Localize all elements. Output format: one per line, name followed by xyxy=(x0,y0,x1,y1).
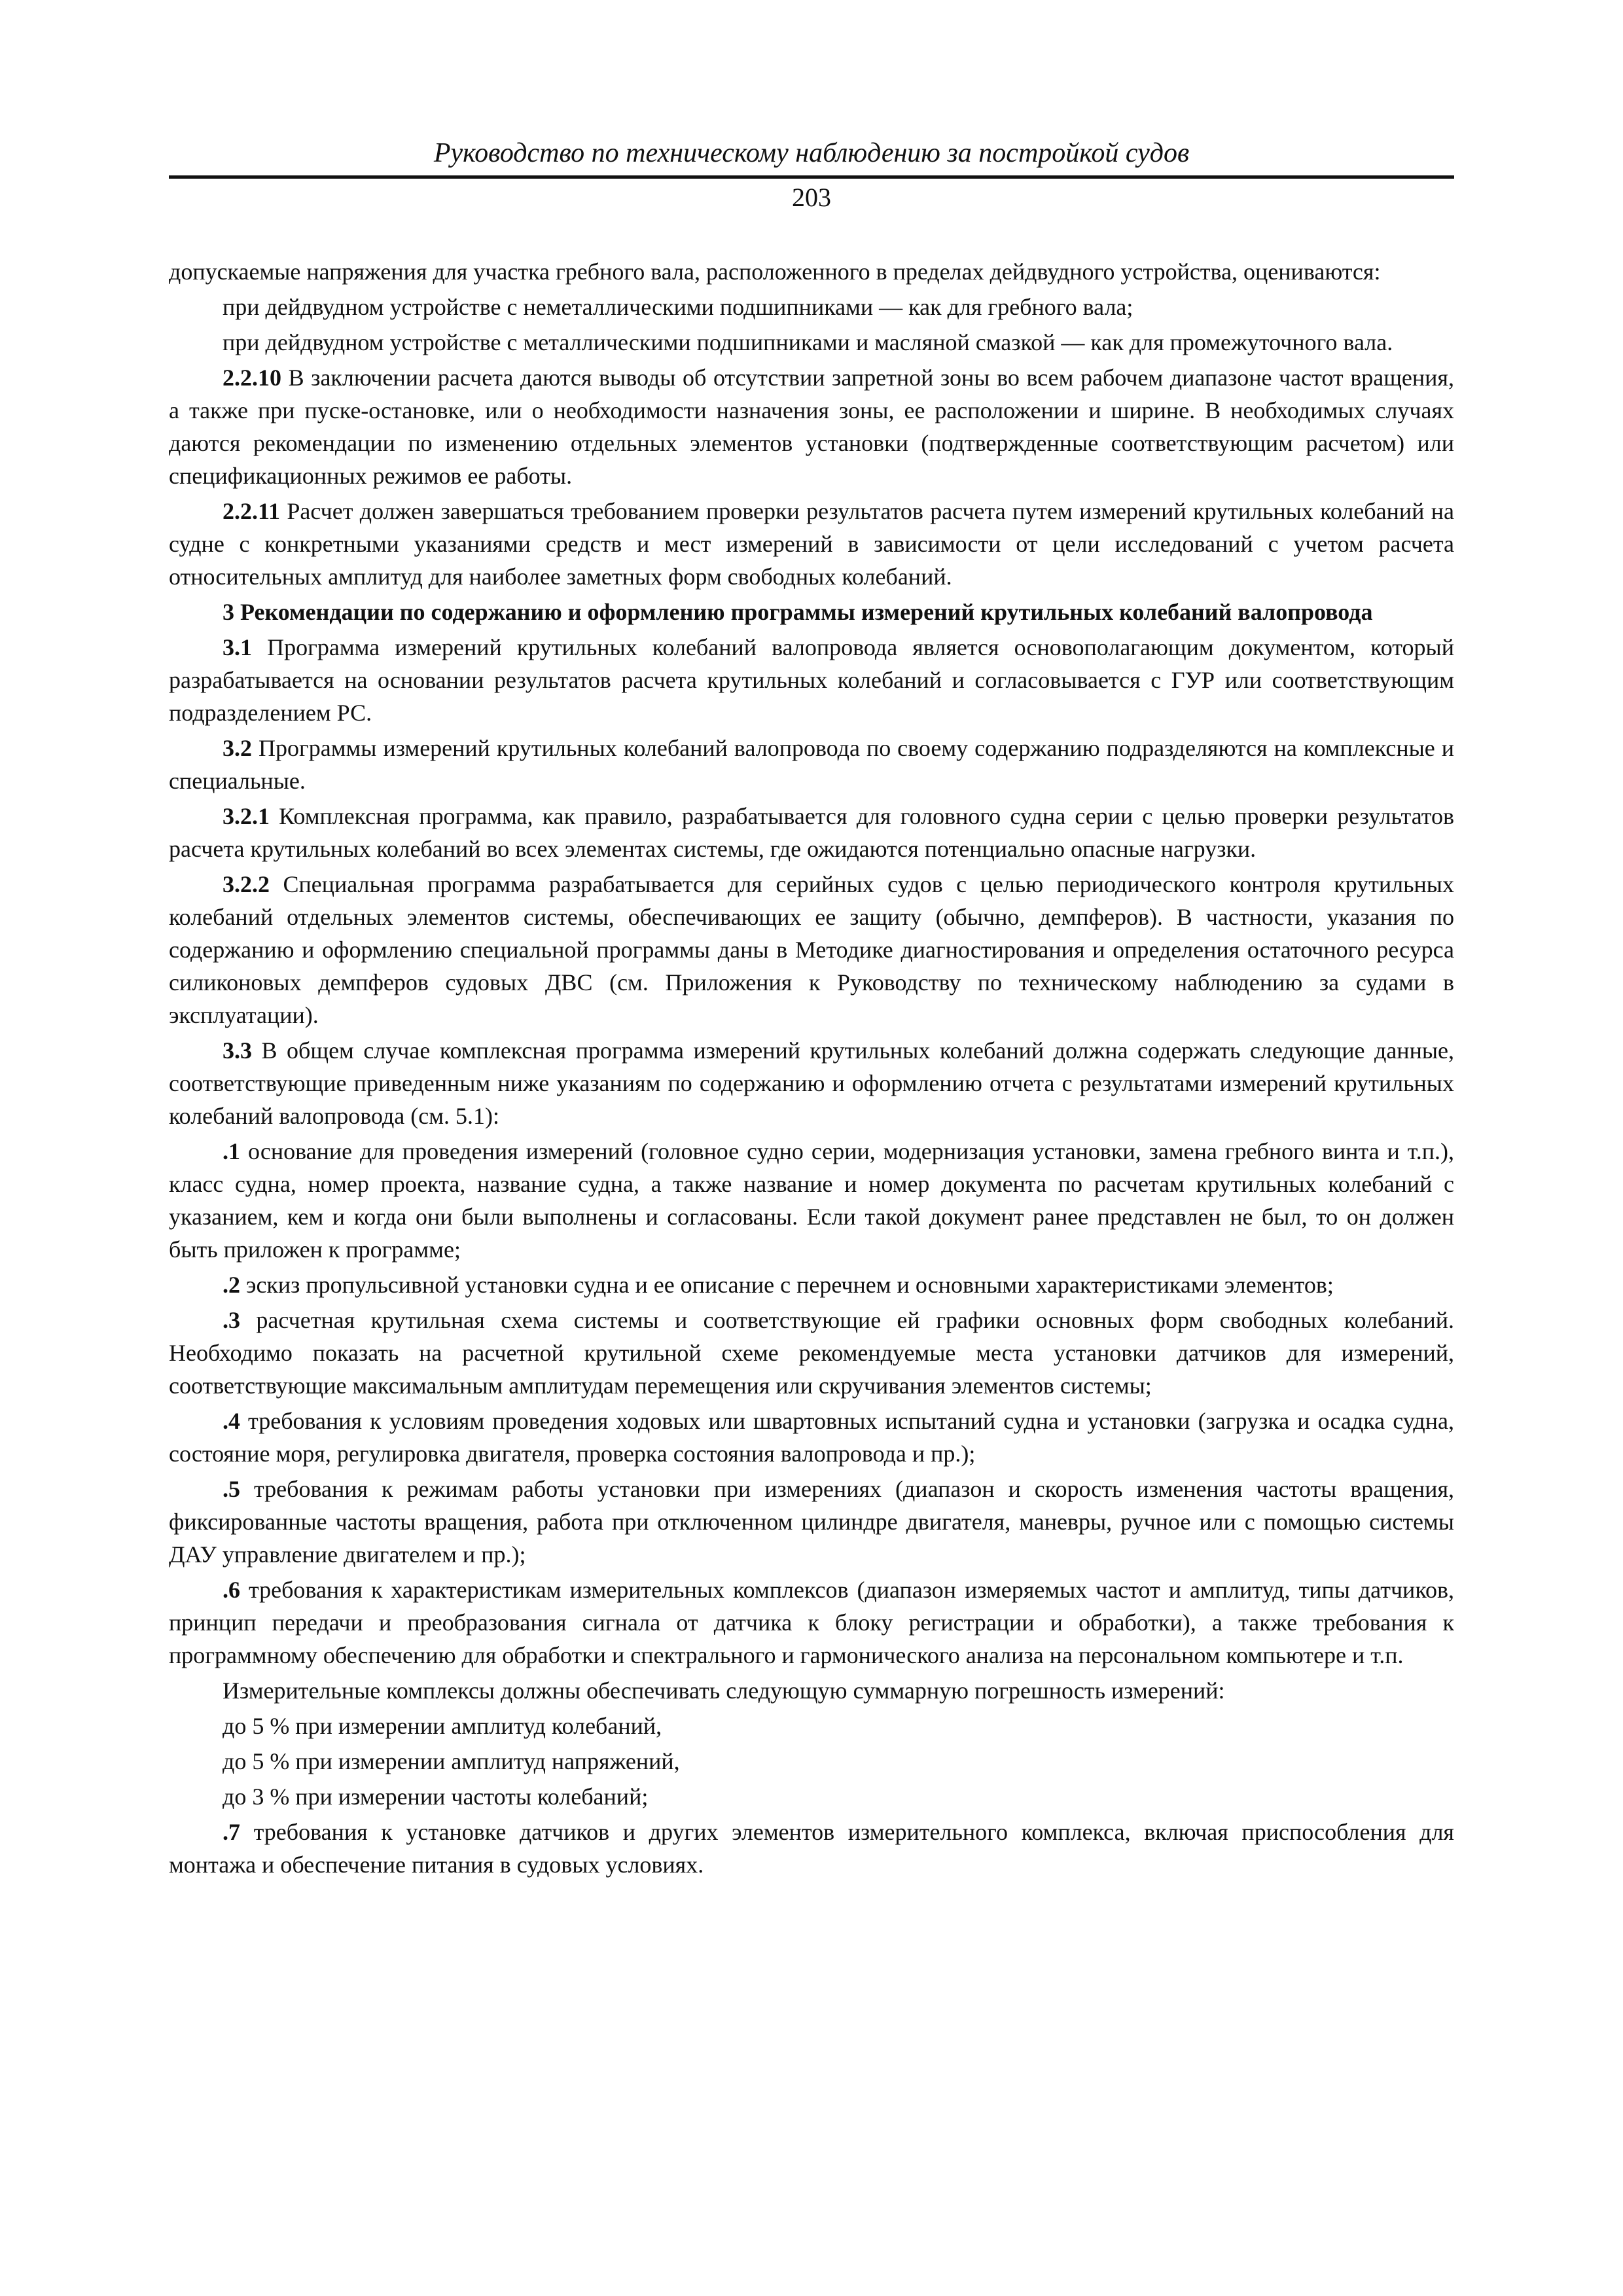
paragraph-3-1 xyxy=(169,631,1454,729)
item-text: требования к условиям проведения ходовых или швартовных испытаний судна и установки (загрузка и осадка судна, состояние моря, регулировка двигателя, проверка состояния валопровода и пр.); xyxy=(169,1408,1454,1467)
paragraph-text: Комплексная программа, как правило, разрабатывается для головного судна серии с целью проверки результатов расчета крутильных колебаний во всех элементах системы, где ожидаются потенциально опасные нагрузки. xyxy=(169,803,1454,862)
paragraph-text: допускаемые напряжения для участка гребного вала, расположенного в пределах дейдвудного устройства, оцениваются: xyxy=(169,259,1381,285)
list-item-5 xyxy=(169,1473,1454,1571)
page-number: 203 xyxy=(792,183,831,212)
item-number: .5 xyxy=(223,1476,240,1502)
list-item-4 xyxy=(169,1405,1454,1470)
paragraph xyxy=(169,1674,1454,1707)
tolerance-item xyxy=(169,1780,1454,1813)
item-number: .6 xyxy=(223,1577,240,1603)
paragraph-text: Специальная программа разрабатывается для серийных судов с целью периодического контроля крутильных колебаний отдельных элементов системы, обеспечивающих ее защиту (обычно, демпферов). В частности, указания по содержанию и оформлению специальной программы даны в Методике диагностирования и определения остаточного ресурса силиконовых демпферов судовых ДВС (см. Приложения к Руководству по техническому наблюдению за судами в эксплуатации). xyxy=(169,871,1454,1028)
paragraph-2-2-10 xyxy=(169,361,1454,492)
paragraph-text: Измерительные комплексы должны обеспечивать следующую суммарную погрешность измерений: xyxy=(223,1677,1225,1704)
item-number: .4 xyxy=(223,1408,240,1434)
clause-number: 3.2.1 xyxy=(223,803,270,829)
paragraph-text: Программа измерений крутильных колебаний валопровода является основополагающим документом, который разрабатывается на основании результатов расчета крутильных колебаний и согласовывается с ГУР или соответствующим подразделением РС. xyxy=(169,634,1454,726)
item-text: требования к режимам работы установки при измерениях (диапазон и скорость изменения частоты вращения, фиксированные частоты вращения, работа при отключенном цилиндре двигателя, маневры, ручное или с помощью системы ДАУ управление двигателем и пр.); xyxy=(169,1476,1454,1568)
item-number: .2 xyxy=(223,1272,240,1298)
list-item-6 xyxy=(169,1573,1454,1672)
item-text: основание для проведения измерений (головное судно серии, модернизация установки, замена гребного винта и т.п.), класс судна, номер проекта, название судна, а также название и номер документа по расчетам крутильных колебаний с указанием, кем и когда они были выполнены и согласованы. Если такой документ ранее представлен не был, то он должен быть приложен к программе; xyxy=(169,1138,1454,1263)
list-item-1 xyxy=(169,1135,1454,1266)
running-title: Руководство по техническому наблюдению за постройкой судов xyxy=(433,138,1190,168)
clause-number: 3.3 xyxy=(223,1037,252,1064)
paragraph xyxy=(169,255,1454,288)
list-item-2 xyxy=(169,1268,1454,1301)
paragraph-text: В общем случае комплексная программа измерений крутильных колебаний должна содержать следующие данные, соответствующие приведенным ниже указаниям по содержанию и оформлению отчета с результатами измерений крутильных колебаний валопровода (см. 5.1): xyxy=(169,1037,1454,1129)
item-number: .7 xyxy=(223,1819,240,1845)
clause-number: 2.2.11 xyxy=(223,498,281,524)
list-item-3 xyxy=(169,1304,1454,1402)
tolerance-text: до 5 % при измерении амплитуд напряжений, xyxy=(223,1748,680,1774)
tolerance-text: до 3 % при измерении частоты колебаний; xyxy=(223,1784,649,1810)
item-text: эскиз пропульсивной установки судна и ее описание с перечнем и основными характеристиками элементов; xyxy=(240,1272,1334,1298)
tolerance-item xyxy=(169,1710,1454,1742)
paragraph-text: В заключении расчета даются выводы об отсутствии запретной зоны во всем рабочем диапазоне частот вращения, а также при пуске-остановке, или о необходимости назначения зоны, ее расположении и ширине. В необходимых случаях даются рекомендации по изменению отдельных элементов установки (подтвержденные соответствующим расчетом) или спецификационных режимов ее работы. xyxy=(169,365,1454,489)
paragraph-text: Расчет должен завершаться требованием проверки результатов расчета путем измерений крутильных колебаний на судне с конкретными указаниями средств и мест измерений в зависимости от цели исследований с учетом расчета относительных амплитуд для наиболее заметных форм свободных колебаний. xyxy=(169,498,1454,590)
header-rule xyxy=(169,175,1454,179)
item-text: требования к установке датчиков и других элементов измерительного комплекса, включая приспособления для монтажа и обеспечение питания в судовых условиях. xyxy=(169,1819,1454,1878)
body-text xyxy=(169,255,1454,1884)
paragraph xyxy=(169,291,1454,323)
item-text: требования к характеристикам измерительных комплексов (диапазон измеряемых частот и амплитуд, типы датчиков, принцип передачи и преобразования сигнала от датчика к блоку регистрации и обработки), а также требования к программному обеспечению для обработки и спектрального и гармонического анализа на персональном компьютере и т.п. xyxy=(169,1577,1454,1668)
clause-number: 3.1 xyxy=(223,634,252,660)
item-text: расчетная крутильная схема системы и соответствующие ей графики основных форм свободных колебаний. Необходимо показать на расчетной крутильной схеме рекомендуемые места установки датчиков для измерений, соответствующие максимальным амплитудам перемещения или скручивания элементов системы; xyxy=(169,1307,1454,1399)
paragraph-2-2-11 xyxy=(169,495,1454,593)
paragraph-text: при дейдвудном устройстве с неметаллическими подшипниками — как для гребного вала; xyxy=(223,294,1133,320)
paragraph-3-2-2 xyxy=(169,868,1454,1031)
paragraph-text: Программы измерений крутильных колебаний валопровода по своему содержанию подразделяются на комплексные и специальные. xyxy=(169,735,1454,794)
clause-number: 3.2 xyxy=(223,735,252,761)
item-number: .3 xyxy=(223,1307,240,1333)
tolerance-text: до 5 % при измерении амплитуд колебаний, xyxy=(223,1713,662,1739)
list-item-7 xyxy=(169,1816,1454,1881)
clause-number: 2.2.10 xyxy=(223,365,281,391)
paragraph-3-3 xyxy=(169,1034,1454,1132)
paragraph-3-2 xyxy=(169,732,1454,797)
item-number: .1 xyxy=(223,1138,240,1164)
clause-number: 3.2.2 xyxy=(223,871,270,897)
section-heading: 3 Рекомендации по содержанию и оформлению программы измерений крутильных колебаний валопровода xyxy=(223,599,1373,625)
tolerance-item xyxy=(169,1745,1454,1778)
paragraph-3-2-1 xyxy=(169,800,1454,865)
paragraph-text: при дейдвудном устройстве с металлическими подшипниками и масляной смазкой — как для промежуточного вала. xyxy=(223,329,1393,355)
paragraph xyxy=(169,326,1454,359)
